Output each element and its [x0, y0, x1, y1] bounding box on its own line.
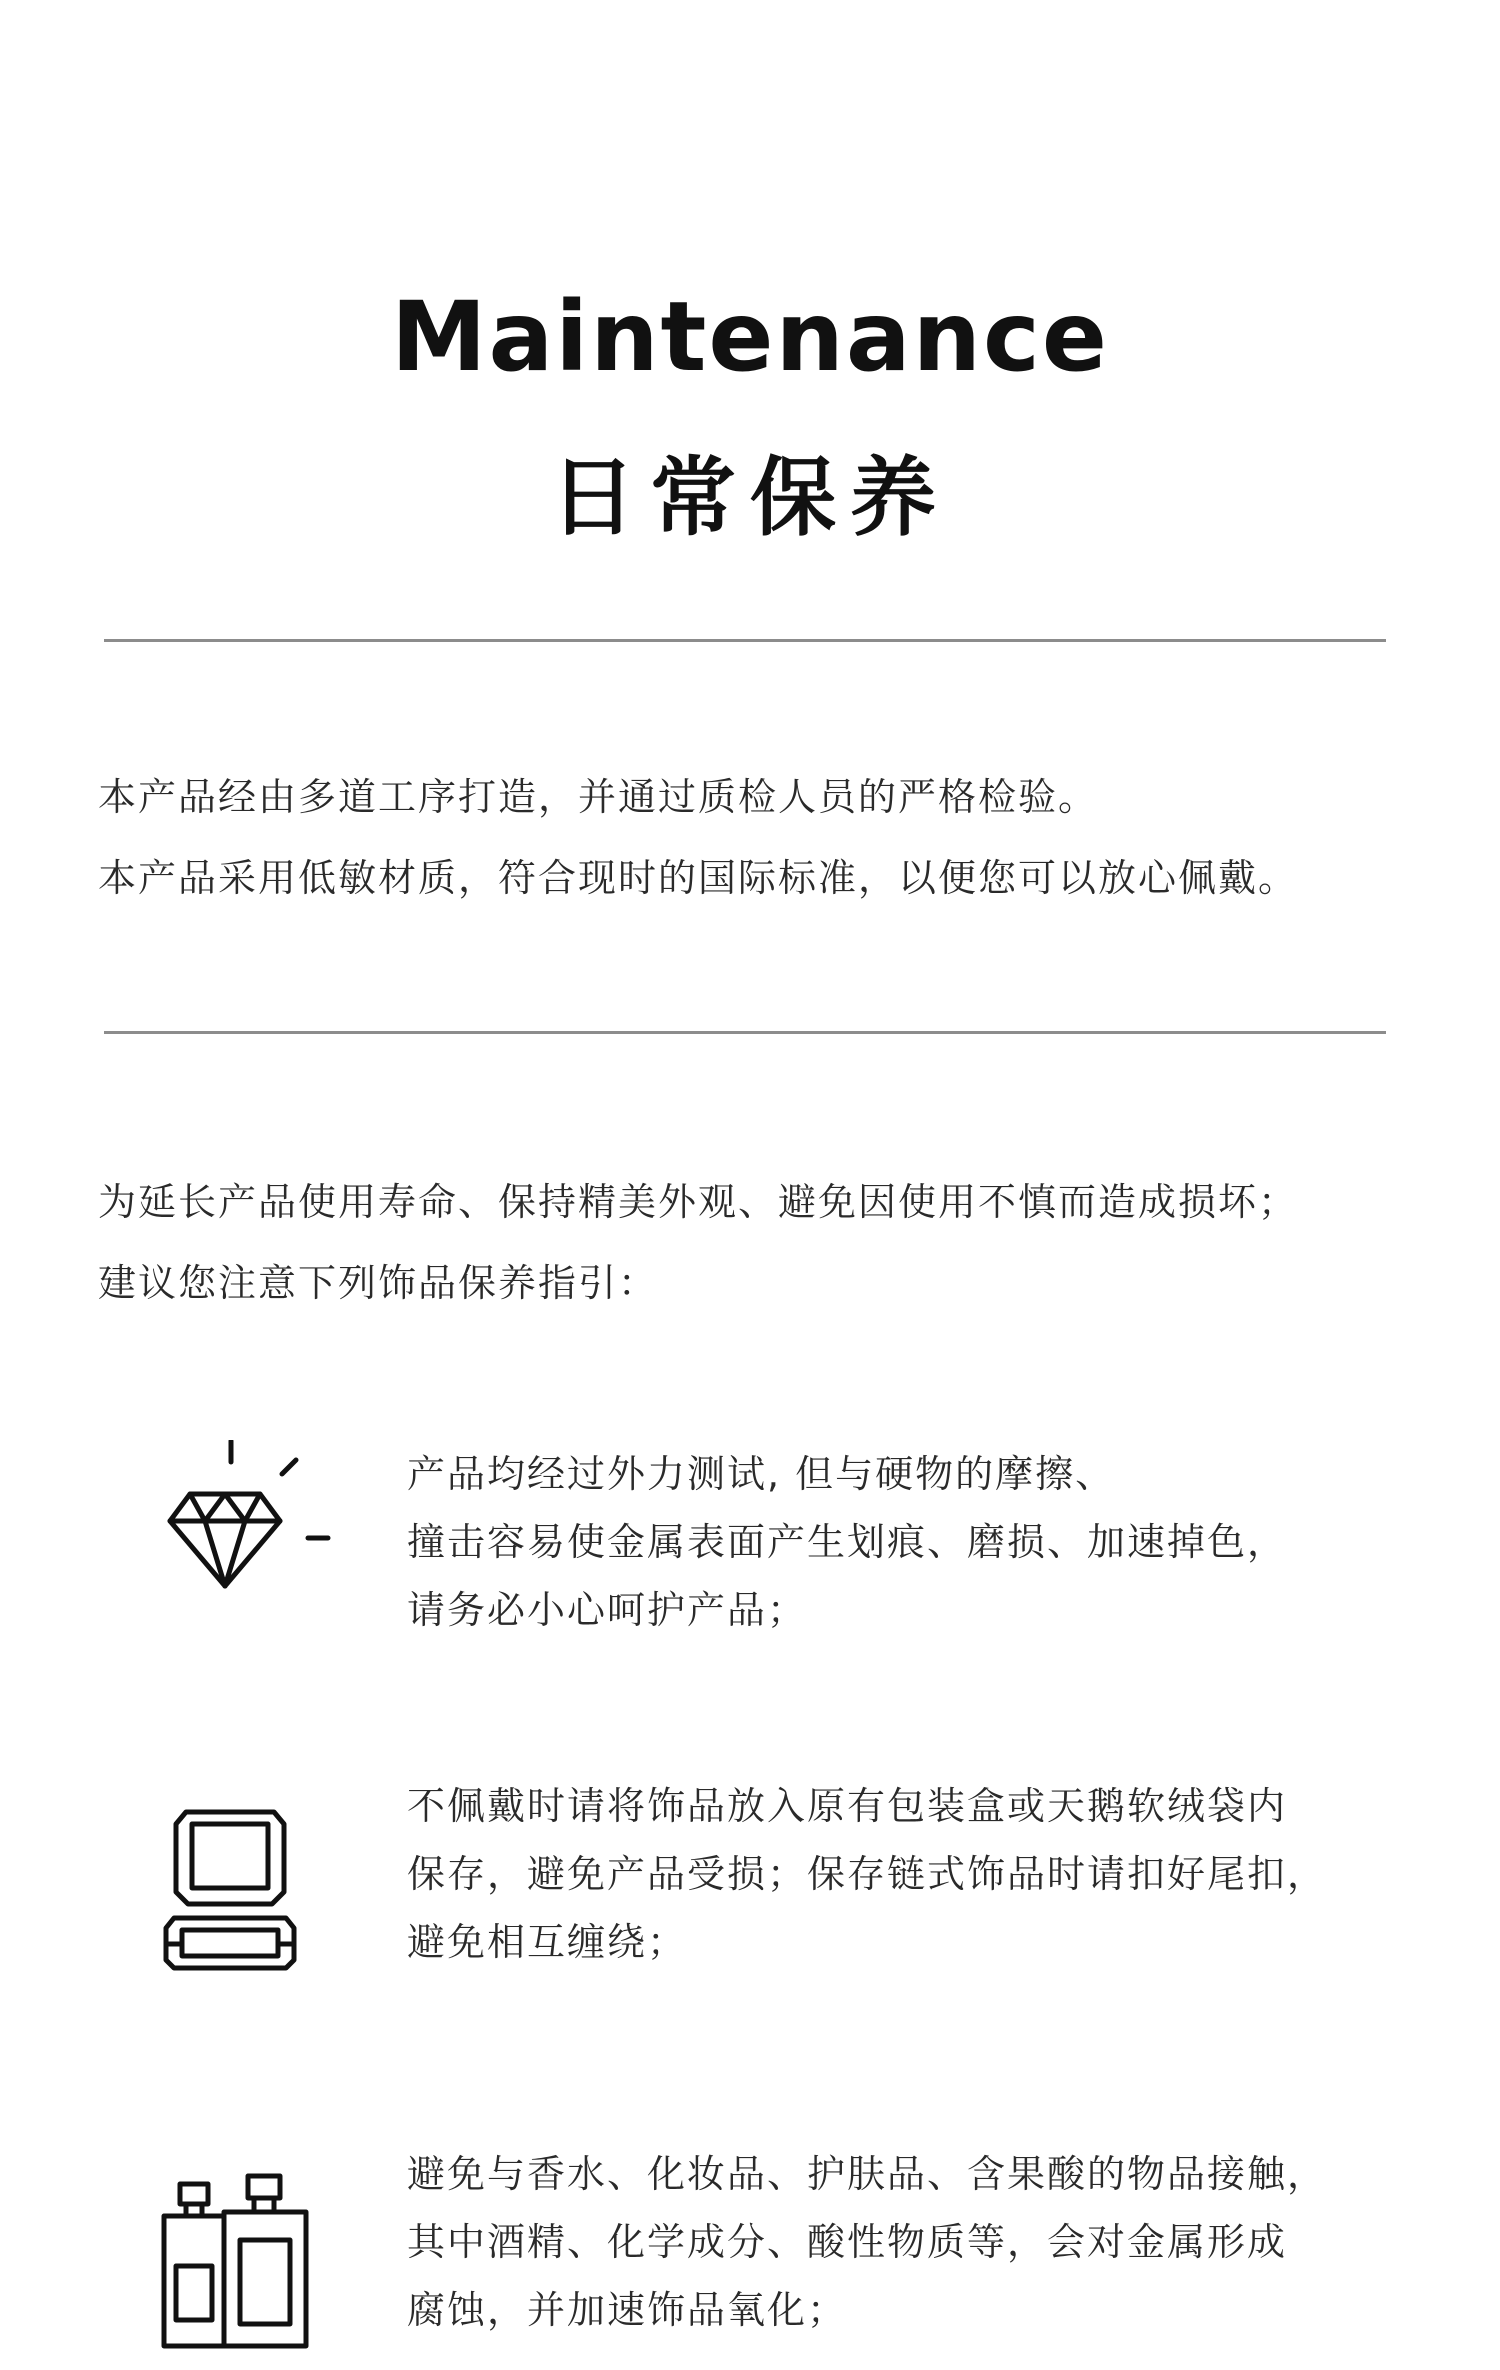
page-title-chinese: 日常保养 [550, 448, 950, 549]
care-tip-line: 不佩戴时请将饰品放入原有包装盒或天鹅软绒袋内 [407, 1784, 1288, 1828]
divider-middle [104, 1031, 1386, 1034]
advice-line: 建议您注意下列饰品保养指引： [98, 1261, 659, 1305]
care-tip-line: 避免相互缠绕； [407, 1920, 688, 1964]
care-tip-line: 请务必小心呵护产品； [407, 1588, 808, 1632]
care-tip-line: 腐蚀，并加速饰品氧化； [407, 2288, 848, 2332]
intro-line: 本产品经由多道工序打造，并通过质检人员的严格检验。 [98, 775, 1099, 819]
perfume-bottle-icon [150, 2170, 350, 2370]
care-tip-text [407, 1440, 1467, 1644]
care-tip-line: 产品均经过外力测试, 但与硬物的摩擦、 [407, 1452, 1116, 1496]
care-tip-text [407, 2140, 1467, 2344]
care-tip-text [407, 1772, 1467, 1976]
page-title-english: Maintenance [390, 281, 1110, 394]
divider-top [104, 639, 1386, 642]
care-tip-line: 撞击容易使金属表面产生划痕、磨损、加速掉色， [407, 1520, 1288, 1564]
advice-paragraph [98, 1162, 1418, 1324]
jewelry-box-icon [150, 1778, 350, 1978]
care-tip-line: 保存，避免产品受损；保存链式饰品时请扣好尾扣， [407, 1852, 1328, 1896]
diamond-icon [150, 1440, 350, 1640]
care-tip-line: 其中酒精、化学成分、酸性物质等，会对金属形成 [407, 2220, 1288, 2264]
advice-line: 为延长产品使用寿命、保持精美外观、避免因使用不慎而造成损坏； [98, 1180, 1299, 1224]
intro-line: 本产品采用低敏材质，符合现时的国际标准，以便您可以放心佩戴。 [98, 856, 1299, 900]
intro-paragraph [98, 757, 1418, 919]
care-tip-line: 避免与香水、化妆品、护肤品、含果酸的物品接触， [407, 2152, 1328, 2196]
